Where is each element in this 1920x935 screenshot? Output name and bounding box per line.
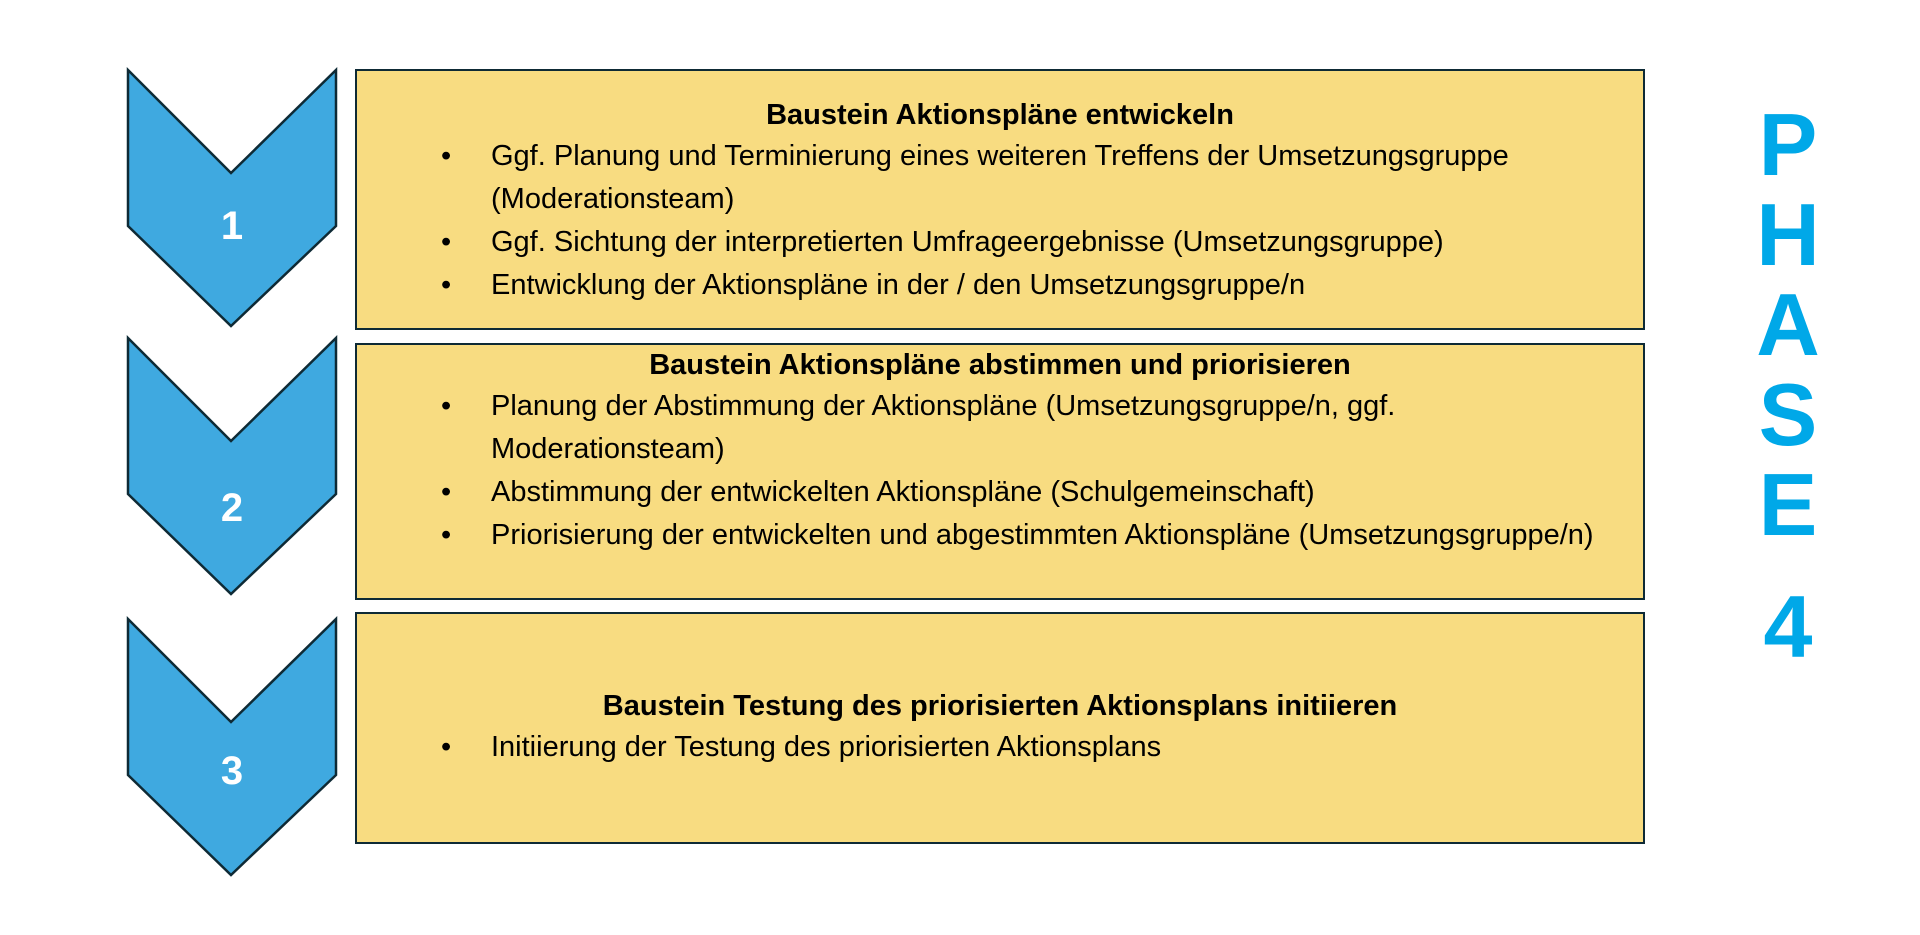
bullet-text: Initiierung der Testung des priorisierten Aktionsplans bbox=[491, 731, 1162, 763]
step-1-bullet-list bbox=[357, 135, 1643, 307]
bullet-icon: • bbox=[441, 269, 452, 301]
step-2-chevron bbox=[126, 336, 338, 596]
list-item bbox=[441, 514, 1643, 557]
step-3-title: Baustein Testung des priorisierten Aktionsplans initiieren bbox=[602, 690, 1398, 722]
chevron-shape bbox=[128, 70, 336, 326]
bullet-icon: • bbox=[441, 519, 452, 551]
step-3-chevron bbox=[126, 617, 338, 877]
list-item bbox=[441, 264, 1643, 307]
list-item bbox=[441, 221, 1643, 264]
bullet-icon: • bbox=[441, 140, 452, 172]
bullet-text: Ggf. Planung und Terminierung eines weiteren Treffens der Umsetzungsgruppe (Moderationsteam) bbox=[491, 140, 1509, 215]
step-2-number: 2 bbox=[220, 486, 244, 530]
step-1-box bbox=[355, 69, 1645, 330]
step-1-title: Baustein Aktionspläne entwickeln bbox=[766, 99, 1234, 131]
step-2-bullet-list bbox=[357, 385, 1643, 557]
step-1-number: 1 bbox=[220, 204, 244, 248]
step-2-title: Baustein Aktionspläne abstimmen und priorisieren bbox=[649, 349, 1351, 381]
bullet-icon: • bbox=[441, 226, 452, 258]
bullet-text: Priorisierung der entwickelten und abgestimmten Aktionspläne (Umsetzungsgruppe/n) bbox=[491, 519, 1594, 551]
list-item bbox=[441, 726, 1643, 769]
step-3-number: 3 bbox=[220, 749, 244, 793]
step-1-chevron bbox=[126, 68, 338, 328]
phase-number: 4 bbox=[1763, 577, 1813, 676]
chevron-shape bbox=[128, 338, 336, 594]
chevron-down-icon bbox=[126, 68, 338, 328]
bullet-text: Entwicklung der Aktionspläne in der / den Umsetzungsgruppe/n bbox=[491, 269, 1306, 301]
list-item bbox=[441, 385, 1643, 471]
phase-letter: H bbox=[1756, 185, 1820, 284]
list-item bbox=[441, 471, 1643, 514]
bullet-text: Planung der Abstimmung der Aktionspläne (Umsetzungsgruppe/n, ggf. Moderationsteam) bbox=[491, 390, 1396, 465]
bullet-icon: • bbox=[441, 476, 452, 508]
bullet-text: Ggf. Sichtung der interpretierten Umfrageergebnisse (Umsetzungsgruppe) bbox=[491, 226, 1444, 258]
step-2-box bbox=[355, 343, 1645, 600]
phase-label bbox=[1748, 95, 1828, 676]
phase-letter: S bbox=[1758, 365, 1818, 464]
bullet-text: Abstimmung der entwickelten Aktionspläne (Schulgemeinschaft) bbox=[491, 476, 1315, 508]
bullet-icon: • bbox=[441, 390, 452, 422]
phase-letter: A bbox=[1756, 275, 1820, 374]
phase-letter: E bbox=[1758, 455, 1818, 554]
phase-letter: P bbox=[1758, 95, 1818, 194]
list-item bbox=[441, 135, 1643, 221]
chevron-down-icon bbox=[126, 336, 338, 596]
step-3-box bbox=[355, 612, 1645, 844]
bullet-icon: • bbox=[441, 731, 452, 763]
step-3-bullet-list bbox=[357, 726, 1643, 769]
